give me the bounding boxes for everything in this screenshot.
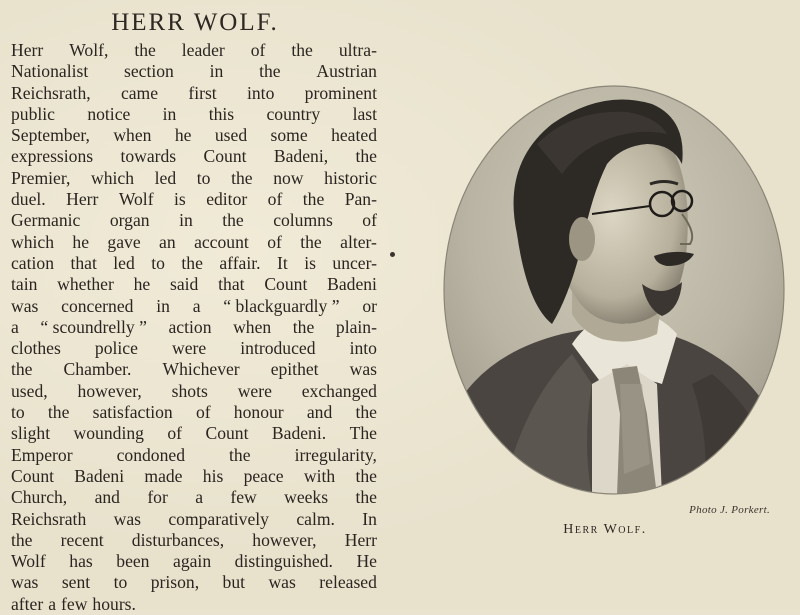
article-word: Premier, xyxy=(11,167,71,188)
article-word: affair. xyxy=(219,252,261,273)
article-word: Herr xyxy=(66,189,99,210)
article-word: the xyxy=(302,189,325,210)
article-word: “ blackguardly ” xyxy=(223,295,340,316)
article-word: It xyxy=(277,252,288,273)
article-word: he xyxy=(133,274,151,295)
article-line xyxy=(11,466,377,487)
article-word: was xyxy=(268,572,296,593)
article-word: has xyxy=(69,551,93,572)
article-word: Whichever xyxy=(162,359,240,380)
article-word: In xyxy=(362,508,377,529)
article-word: Count xyxy=(205,423,249,444)
article-word: Emperor xyxy=(11,444,73,465)
article-word: Badeni. xyxy=(271,423,327,444)
article-word: the xyxy=(355,465,377,486)
article-word: Nationalist xyxy=(11,61,89,82)
article-word: to xyxy=(113,572,128,593)
article-line xyxy=(11,445,377,466)
article-word: historic xyxy=(324,167,377,188)
article-word: towards xyxy=(120,146,177,167)
article-word: uncer- xyxy=(332,252,377,273)
article-word: concerned xyxy=(61,295,134,316)
article-word: the xyxy=(134,40,156,60)
article-word: again xyxy=(173,551,212,572)
article-line xyxy=(11,61,377,82)
article-word: the xyxy=(292,316,315,337)
article-word: shots xyxy=(171,380,208,401)
article-word: notice xyxy=(87,103,131,124)
article-word: prominent xyxy=(304,82,377,103)
article-word: slight xyxy=(11,423,51,444)
article-word: to xyxy=(151,252,165,273)
article-word: Austrian xyxy=(316,61,377,82)
article-word: which xyxy=(91,167,135,188)
article-word: Pan- xyxy=(344,189,377,210)
article-word: gave xyxy=(107,231,141,252)
article-line xyxy=(11,40,377,61)
article-word: when xyxy=(113,125,152,146)
article-word: after xyxy=(11,593,44,614)
article-word: a xyxy=(192,295,201,316)
article-word: Badeni, xyxy=(273,146,329,167)
article-word: for xyxy=(147,487,168,508)
article-word: of xyxy=(167,423,183,444)
article-word: epithet xyxy=(270,359,319,380)
article-word: in xyxy=(156,295,170,316)
article-word: Reichsrath, xyxy=(11,82,91,103)
article-word: were xyxy=(237,380,272,401)
article-word: in xyxy=(209,61,224,82)
article-word: been xyxy=(116,551,150,572)
article-headline: HERR WOLF. xyxy=(111,9,279,36)
article-word: the xyxy=(231,167,253,188)
article-word: Herr xyxy=(344,529,377,550)
article-word: account xyxy=(194,231,249,252)
article-line xyxy=(11,572,377,593)
article-word: led xyxy=(113,252,135,273)
article-line xyxy=(11,168,377,189)
article-word: editor xyxy=(206,189,248,210)
article-word: weeks xyxy=(284,487,329,508)
article-word: is xyxy=(174,189,186,210)
article-word: section xyxy=(124,61,174,82)
article-word: satisfaction xyxy=(92,402,173,423)
article-word: a xyxy=(195,487,204,508)
article-body xyxy=(11,40,377,615)
article-word: few xyxy=(61,593,88,614)
article-word: honour xyxy=(233,402,284,423)
article-word: Count xyxy=(203,146,247,167)
portrait-photo xyxy=(442,84,786,496)
article-word: the xyxy=(229,444,251,465)
article-line xyxy=(11,487,377,508)
article-word: but xyxy=(222,572,246,593)
article-word: in xyxy=(179,210,193,231)
article-word: is xyxy=(304,252,316,273)
article-line xyxy=(11,104,377,125)
article-word: peace xyxy=(243,465,284,486)
article-word: or xyxy=(362,295,377,316)
article-line xyxy=(11,83,377,104)
article-word: disturbances, xyxy=(131,529,225,550)
article-word: The xyxy=(349,423,377,444)
article-line xyxy=(11,125,377,146)
article-line xyxy=(11,253,377,274)
article-word: used xyxy=(214,125,248,146)
article-word: police xyxy=(94,338,138,359)
article-word: Badeni xyxy=(74,465,125,486)
article-word: the xyxy=(355,487,377,508)
article-word: hours. xyxy=(92,593,136,614)
article-line xyxy=(11,530,377,551)
article-word: the xyxy=(11,529,33,550)
article-word: whether xyxy=(57,274,114,295)
article-word: was xyxy=(349,359,377,380)
article-word: exchanged xyxy=(301,380,377,401)
article-word: last xyxy=(352,103,377,124)
article-line xyxy=(11,274,377,295)
article-line xyxy=(11,146,377,167)
photo-credit: Photo J. Porkert. xyxy=(689,504,770,516)
article-line xyxy=(11,210,377,231)
article-word: comparatively xyxy=(168,508,269,529)
article-word: the xyxy=(355,402,377,423)
article-word: country xyxy=(266,103,321,124)
article-word: Germanic xyxy=(11,210,81,231)
article-word: irregularity, xyxy=(294,444,377,465)
article-word: September, xyxy=(11,125,90,146)
article-word: sent xyxy=(61,572,91,593)
article-word: alter- xyxy=(340,231,377,252)
article-word: He xyxy=(356,551,377,572)
article-word: cation xyxy=(11,252,54,273)
article-word: Chamber. xyxy=(63,359,132,380)
article-word: heated xyxy=(331,125,377,146)
article-word: expressions xyxy=(11,146,94,167)
article-word: the xyxy=(291,40,313,60)
article-word: condoned xyxy=(116,444,185,465)
photo-caption: Herr Wolf. xyxy=(563,522,647,537)
article-word: Reichsrath xyxy=(11,508,87,529)
article-word: said xyxy=(170,274,199,295)
article-line xyxy=(11,509,377,530)
article-line xyxy=(11,423,377,444)
article-word: leader xyxy=(181,40,225,60)
article-word: a xyxy=(11,316,19,337)
article-word: “ scoundrelly ” xyxy=(40,316,147,337)
article-word: Wolf, xyxy=(69,40,109,60)
article-line xyxy=(11,551,377,572)
article-word: to xyxy=(196,167,211,188)
article-word: Badeni xyxy=(327,274,377,295)
article-word: of xyxy=(362,210,377,231)
article-word: and xyxy=(306,402,333,423)
article-word: released xyxy=(319,572,377,593)
article-word: duel. xyxy=(11,189,46,210)
article-word: used, xyxy=(11,380,48,401)
article-word: however, xyxy=(252,529,317,550)
article-word: when xyxy=(233,316,272,337)
article-word: that xyxy=(70,252,97,273)
article-word: organ xyxy=(109,210,150,231)
article-word: Count xyxy=(11,465,55,486)
article-word: into xyxy=(349,338,377,359)
article-word: of xyxy=(250,40,266,60)
article-word: in xyxy=(162,103,177,124)
article-word: were xyxy=(172,338,207,359)
article-word: was xyxy=(11,295,39,316)
article-word: of xyxy=(195,402,211,423)
article-line xyxy=(11,338,377,359)
article-word: distinguished. xyxy=(234,551,333,572)
article-word: calm. xyxy=(296,508,335,529)
article-word: Church, xyxy=(11,487,68,508)
article-word: he xyxy=(72,231,90,252)
article-word: first xyxy=(188,82,217,103)
article-word: Wolf xyxy=(11,551,46,572)
article-word: tain xyxy=(11,274,38,295)
article-word: ultra- xyxy=(338,40,377,60)
article-line xyxy=(11,317,377,338)
article-word: this xyxy=(208,103,235,124)
article-word: the xyxy=(181,252,203,273)
article-word: of xyxy=(267,231,282,252)
article-word: now xyxy=(273,167,304,188)
article-line xyxy=(11,594,377,615)
article-word: plain- xyxy=(335,316,377,337)
article-word: made xyxy=(144,465,183,486)
article-word: introduced xyxy=(240,338,316,359)
article-word: Wolf xyxy=(118,189,154,210)
article-word: Count xyxy=(264,274,308,295)
article-word: few xyxy=(230,487,257,508)
article-word: the xyxy=(222,210,244,231)
article-word: to xyxy=(11,402,25,423)
article-word: an xyxy=(159,231,176,252)
article-word: action xyxy=(168,316,212,337)
article-word: wounding xyxy=(73,423,144,444)
article-line xyxy=(11,296,377,317)
article-word: his xyxy=(202,465,224,486)
article-word: and xyxy=(94,487,120,508)
article-word: came xyxy=(120,82,159,103)
article-word: a xyxy=(48,593,57,614)
article-word: however, xyxy=(77,380,142,401)
article-word: recent xyxy=(60,529,104,550)
article-word: clothes xyxy=(11,338,61,359)
article-word: he xyxy=(174,125,192,146)
article-word: of xyxy=(267,189,283,210)
article-word: prison, xyxy=(150,572,200,593)
article-line xyxy=(11,402,377,423)
article-word: the xyxy=(259,61,281,82)
article-line xyxy=(11,381,377,402)
article-word: the xyxy=(355,146,377,167)
article-word: Herr xyxy=(11,40,44,60)
article-word: which xyxy=(11,231,54,252)
article-word: was xyxy=(113,508,141,529)
article-line xyxy=(11,359,377,380)
article-word: the xyxy=(300,231,322,252)
article-word: was xyxy=(11,572,39,593)
article-line xyxy=(11,189,377,210)
article-word: that xyxy=(218,274,245,295)
article-word: public xyxy=(11,103,55,124)
article-word: into xyxy=(247,82,275,103)
article-word: led xyxy=(154,167,177,188)
article-word: columns xyxy=(273,210,333,231)
article-word: with xyxy=(303,465,336,486)
article-word: the xyxy=(11,359,33,380)
article-word: some xyxy=(270,125,308,146)
article-word: the xyxy=(47,402,70,423)
margin-dot-mark xyxy=(390,252,395,257)
article-line xyxy=(11,232,377,253)
